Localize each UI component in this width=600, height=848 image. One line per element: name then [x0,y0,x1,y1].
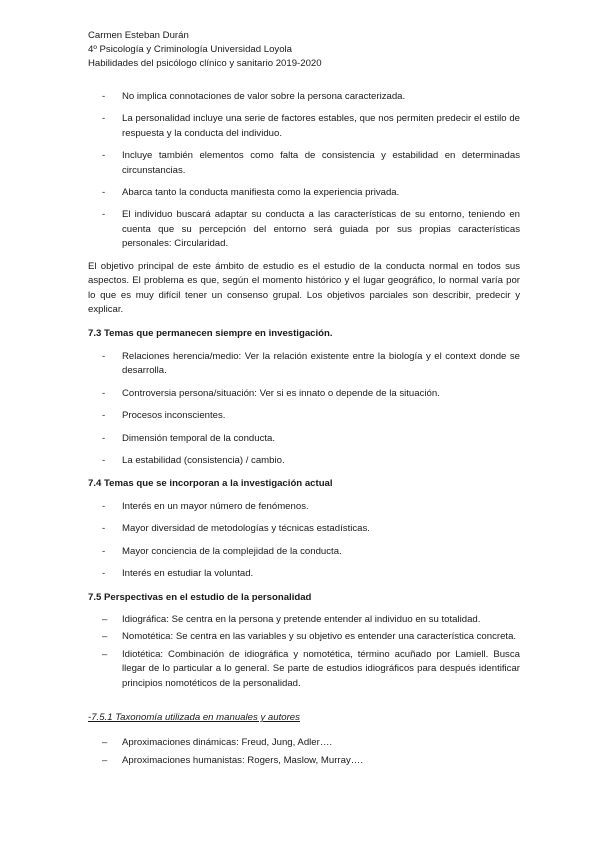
list-item: – Idiotética: Combinación de idiográfica y nomotética, término acuñado por Lamiell. Busca llegar de lo particular a lo general. Se parte de estudios idiográficos para después identificar principios nomotéticos de la personalidad. [102,648,520,689]
author-name: Carmen Esteban Durán [88,30,189,41]
list-item: - Interés en estudiar la voluntad. [88,567,520,581]
list-item: - La estabilidad (consistencia) / cambio. [88,454,520,468]
section-7-5-1-heading: -7.5.1 Taxonomía utilizada en manuales y autores [88,712,300,723]
list-item: - Interés en un mayor número de fenómenos. [88,500,520,514]
list-item: - Dimensión temporal de la conducta. [88,432,520,446]
section-7-5-1-list [88,736,520,769]
course-name: 4º Psicología y Criminología Universidad Loyola [88,44,293,55]
list-item: - Mayor diversidad de metodologías y técnicas estadísticas. [88,522,520,536]
list-item: – Idiográfica: Se centra en la persona y pretende entender al individuo en su totalidad. [88,613,520,627]
dash-bullet: - [102,186,106,198]
section-7-4-list [88,500,520,582]
list-item: - Incluye también elementos como falta de consistencia y estabilidad en determinadas circunstancias. [102,150,520,176]
dash-bullet: - [102,410,106,422]
list-item: - El individuo buscará adaptar su conducta a las características de su entorno, teniendo en cuenta que su percepción del entorno será guiada por sus propias características personales: Circularidad. [102,209,520,250]
en-dash-bullet: – [102,631,108,643]
dash-bullet: - [102,454,106,466]
dash-bullet: - [102,91,106,102]
list-item: - No implica connotaciones de valor sobre la persona caracterizada. [88,90,520,104]
dash-bullet: - [102,545,106,557]
document-header [88,29,322,71]
dash-bullet: - [102,501,106,512]
dash-bullet: - [102,523,106,535]
list-item: - Controversia persona/situación: Ver si es innato o depende de la situación. [88,387,520,401]
subject-name: Habilidades del psicólogo clínico y sanitario 2019-2020 [88,58,322,69]
list-item: – Aproximaciones humanistas: Rogers, Maslow, Murray…. [88,754,520,768]
dash-bullet: - [102,432,106,444]
list-item: - Procesos inconscientes. [88,409,520,423]
section-7-4-heading: 7.4 Temas que se incorporan a la investigación actual [88,478,333,489]
en-dash-bullet: – [102,614,108,625]
dash-bullet: - [102,209,106,221]
section-7-3-list [88,350,520,468]
list-item: – Aproximaciones dinámicas: Freud, Jung, Adler…. [88,736,520,750]
dash-bullet: - [102,568,106,580]
list-item: - Abarca tanto la conducta manifiesta como la experiencia privada. [88,186,520,200]
section-7-3-heading: 7.3 Temas que permanecen siempre en investigación. [88,328,333,339]
dash-bullet: - [102,150,106,162]
characteristics-list [88,90,520,252]
en-dash-bullet: – [102,755,108,767]
list-item: - Relaciones herencia/medio: Ver la relación existente entre la biología y el context donde se desarrolla. [102,351,520,377]
en-dash-bullet: – [102,737,108,748]
dash-bullet: - [102,113,106,125]
dash-bullet: - [102,387,106,399]
dash-bullet: - [102,351,106,362]
list-item: - La personalidad incluye una serie de factores estables, que nos permiten predecir el estilo de respuesta y la conducta del individuo. [102,113,520,139]
section-7-5-heading: 7.5 Perspectivas en el estudio de la personalidad [88,592,312,603]
list-item: - Mayor conciencia de la complejidad de la conducta. [88,545,520,559]
list-item: – Nomotética: Se centra en las variables y su objetivo es entender una característica concreta. [88,630,520,644]
body-paragraph: El objetivo principal de este ámbito de estudio es el estudio de la conducta normal en todos sus aspectos. El problema es que, según el momento histórico y el lugar geográfico, lo normal varía por lo que es muy difícil tener un consenso grupal. Los objetivos parciales son describir, predecir y explicar. [88,261,520,316]
section-7-5-list [88,613,520,691]
en-dash-bullet: – [102,648,108,660]
